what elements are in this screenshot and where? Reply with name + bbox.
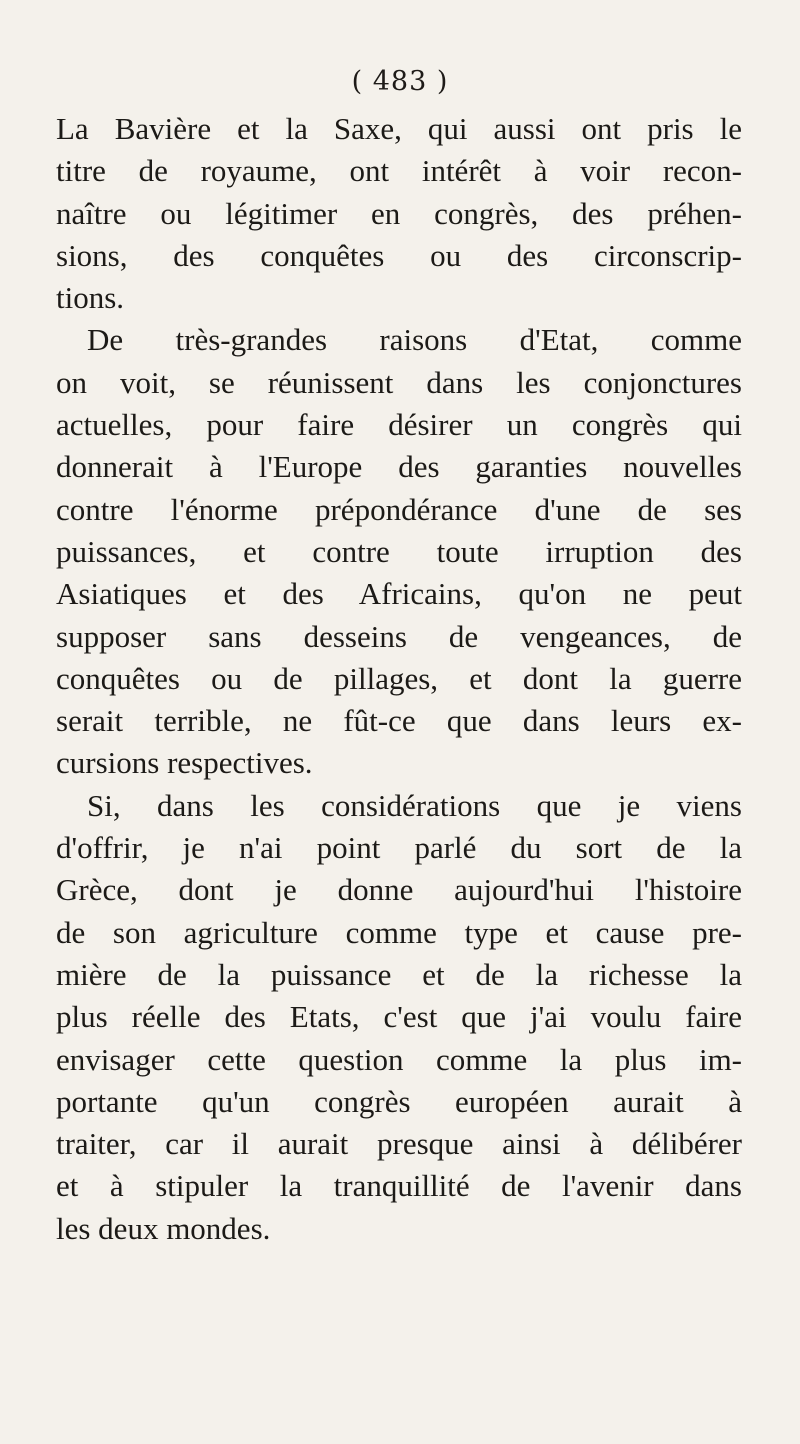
text-line: titre de royaume, ont intérêt à voir recon- <box>56 153 742 189</box>
text-line: puissances, et contre toute irruption des <box>56 533 742 569</box>
text-line: d'offrir, je n'ai point parlé du sort de la <box>56 830 742 866</box>
text-line: cursions respectives. <box>56 745 313 781</box>
text-line: Si, dans les considérations que je viens <box>87 787 742 823</box>
text-line: supposer sans desseins de vengeances, de <box>56 618 742 654</box>
page-text <box>56 108 742 1250</box>
text-line: traiter, car il aurait presque ainsi à délibérer <box>56 1126 742 1162</box>
text-line: et à stipuler la tranquillité de l'avenir dans <box>56 1168 742 1204</box>
text-line: donnerait à l'Europe des garanties nouvelles <box>56 449 742 485</box>
text-line: de son agriculture comme type et cause pre- <box>56 914 742 950</box>
text-line: naître ou légitimer en congrès, des préhen- <box>56 195 742 231</box>
text-line: mière de la puissance et de la richesse la <box>56 956 742 992</box>
text-line: De très-grandes raisons d'Etat, comme <box>87 322 742 358</box>
text-line: envisager cette question comme la plus im- <box>56 1041 742 1077</box>
text-line: sions, des conquêtes ou des circonscrip- <box>56 237 742 273</box>
text-line: conquêtes ou de pillages, et dont la guerre <box>56 660 742 696</box>
text-line: contre l'énorme prépondérance d'une de ses <box>56 491 742 527</box>
text-line: serait terrible, ne fût-ce que dans leurs ex- <box>56 703 742 739</box>
text-line: les deux mondes. <box>56 1210 271 1246</box>
text-line: Grèce, dont je donne aujourd'hui l'histoire <box>56 872 742 908</box>
text-line: Asiatiques et des Africains, qu'on ne peut <box>56 576 742 612</box>
text-line: plus réelle des Etats, c'est que j'ai voulu faire <box>56 999 742 1035</box>
text-line: on voit, se réunissent dans les conjonctures <box>56 364 742 400</box>
text-line: portante qu'un congrès européen aurait à <box>56 1083 742 1119</box>
text-line: actuelles, pour faire désirer un congrès qui <box>56 407 742 443</box>
text-line: tions. <box>56 280 125 316</box>
text-line: La Bavière et la Saxe, qui aussi ont pris le <box>56 111 742 146</box>
page-number: ( 483 ) <box>351 66 449 97</box>
